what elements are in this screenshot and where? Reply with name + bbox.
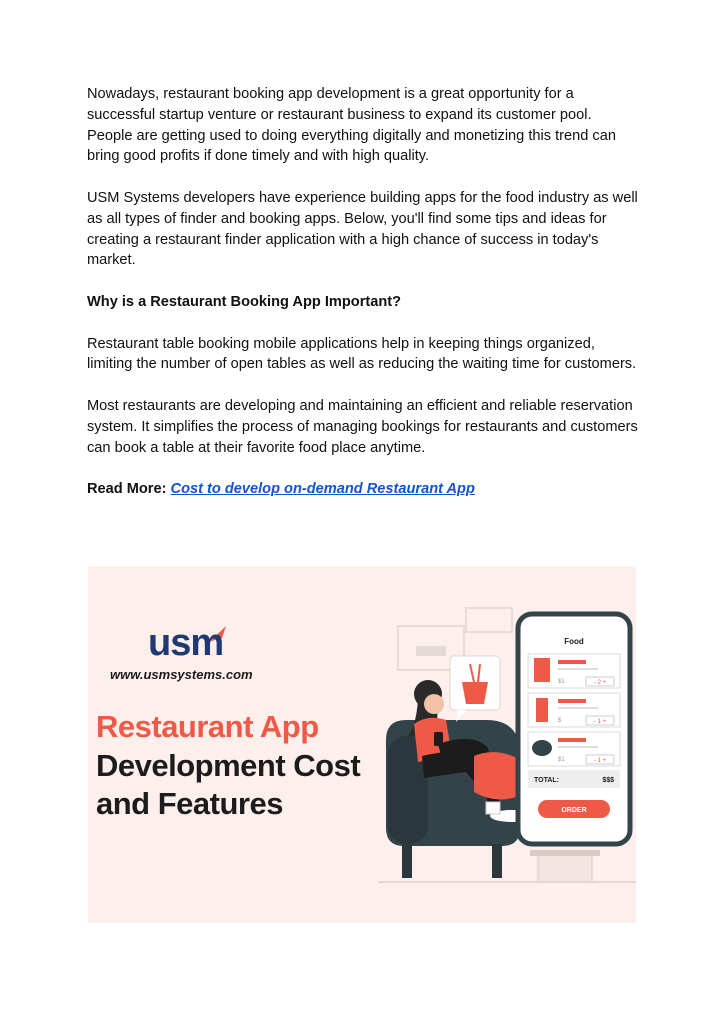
phone-total-value: $$$ xyxy=(602,777,614,784)
intro-paragraph-1: Nowadays, restaurant booking app development is a great opportunity for a successful startup venture or restaurant business to expand its customer pool. People are getting used to doing everything digitally and monetizing this trend can bring good profits if done timely and with high quality. xyxy=(87,86,616,165)
intro-paragraph-2: USM Systems developers have experience building apps for the food industry as well as all types of finder and booking apps. Below, you'll find some tips and ideas for creating a restaurant finder application with a high chance of success in today's market. xyxy=(87,189,638,269)
banner-title-line-2: Development Cost xyxy=(96,748,361,783)
article-body xyxy=(87,84,639,500)
promo-banner-image xyxy=(88,566,636,923)
read-more-link[interactable]: Cost to develop on-demand Restaurant App xyxy=(170,481,475,498)
restaurant-app-illustration xyxy=(378,606,636,896)
section-paragraph-2: Most restaurants are developing and maintaining an efficient and reliable reservation system. It simplifies the process of managing bookings for restaurants and customers can book a table at their favorite food place anytime. xyxy=(87,397,638,456)
section-heading: Why is a Restaurant Booking App Important? xyxy=(87,293,402,310)
banner-title-line-3: and Features xyxy=(96,786,283,821)
svg-text:- 2 +: - 2 + xyxy=(593,680,607,686)
svg-text:- 1 +: - 1 + xyxy=(593,758,607,764)
banner-title-line-1: Restaurant App xyxy=(96,709,319,744)
banner-url: www.usmsystems.com xyxy=(110,667,253,682)
usm-logo: usm xyxy=(148,622,224,664)
phone-total-label: TOTAL: xyxy=(534,777,560,784)
section-paragraph-1: Restaurant table booking mobile applications help in keeping things organized, limiting the number of open tables as well as reducing the waiting time for customers. xyxy=(87,335,637,373)
svg-text:$: $ xyxy=(558,718,562,724)
svg-text:$1: $1 xyxy=(558,679,565,685)
takeout-box-icon xyxy=(462,682,488,704)
read-more-line xyxy=(87,479,639,500)
svg-text:ORDER: ORDER xyxy=(561,807,587,814)
read-more-label: Read More: xyxy=(87,481,167,498)
svg-text:- 1 +: - 1 + xyxy=(593,719,607,725)
phone-header: Food xyxy=(564,637,584,646)
svg-text:$1: $1 xyxy=(558,757,565,763)
